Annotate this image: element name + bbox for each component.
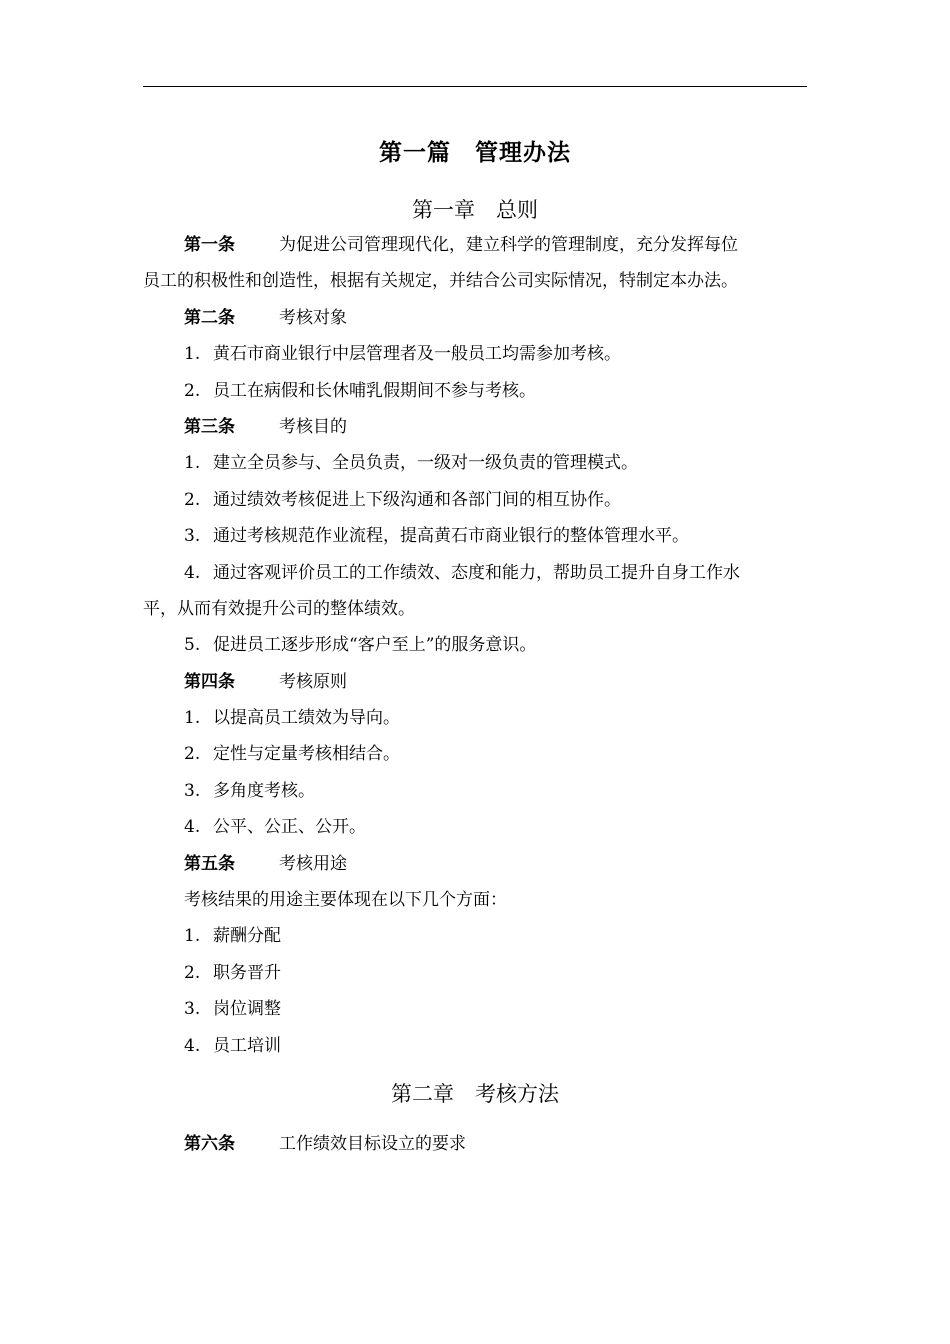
list-item-number: 4. [184, 817, 201, 838]
list-item-number: 2. [184, 962, 201, 983]
chapter-1-body [143, 227, 807, 1064]
article-6-title: 工作绩效目标设立的要求 [279, 1134, 466, 1154]
list-item-number: 1. [184, 708, 201, 729]
chapter-1-title: 第一章 总则 [412, 198, 538, 222]
list-item-text: 薪酬分配 [213, 926, 281, 947]
list-item [143, 773, 807, 809]
list-item [143, 736, 807, 772]
list-item-number: 2. [184, 380, 201, 401]
chapter-2-title: 第二章 考核方法 [391, 1082, 559, 1106]
article-1-continuation: 员工的积极性和创造性，根据有关规定，并结合公司实际情况，特制定本办法。 [143, 271, 738, 292]
list-item-text: 以提高员工绩效为导向。 [213, 708, 400, 729]
list-item-number: 2. [184, 744, 201, 765]
list-item-text: 通过客观评价员工的工作绩效、态度和能力，帮助员工提升自身工作水 [213, 562, 740, 583]
article-3-heading [143, 409, 807, 445]
article-2-title: 考核对象 [279, 307, 347, 328]
list-item-number: 3. [184, 999, 201, 1020]
list-item [143, 809, 807, 845]
list-item-number: 3. [184, 526, 201, 547]
list-item [143, 518, 807, 554]
list-item [143, 991, 807, 1027]
article-5-label: 第五条 [184, 853, 235, 874]
article-5-title: 考核用途 [279, 853, 347, 874]
article-6-label: 第六条 [184, 1134, 235, 1154]
list-item-text: 公平、公正、公开。 [213, 817, 366, 838]
article-2-heading [143, 300, 807, 336]
list-item-text: 定性与定量考核相结合。 [213, 744, 400, 765]
list-item-text: 职务晋升 [213, 962, 281, 983]
list-item-number: 1. [184, 453, 201, 474]
list-item [143, 918, 807, 954]
list-item [143, 445, 807, 481]
article-5-intro: 考核结果的用途主要体现在以下几个方面： [184, 890, 507, 911]
list-item [143, 373, 807, 409]
list-item [143, 482, 807, 518]
list-item-text: 黄石市商业银行中层管理者及一般员工均需参加考核。 [213, 344, 621, 365]
article-4-label: 第四条 [184, 671, 235, 692]
list-item-number: 3. [184, 780, 201, 801]
list-item-text: 通过绩效考核促进上下级沟通和各部门间的相互协作。 [213, 489, 621, 510]
list-item-number: 1. [184, 926, 201, 947]
article-5-heading [143, 846, 807, 882]
list-item-number: 2. [184, 489, 201, 510]
header-rule [143, 86, 807, 87]
list-item-number: 5. [184, 635, 201, 656]
list-item-text: 建立全员参与、全员负责，一级对一级负责的管理模式。 [213, 453, 638, 474]
chapter-2-body [143, 1126, 807, 1162]
list-item-continuation: 平，从而有效提升公司的整体绩效。 [143, 598, 415, 619]
list-item-text: 通过考核规范作业流程，提高黄石市商业银行的整体管理水平。 [213, 526, 689, 547]
list-item-number: 4. [184, 562, 201, 583]
list-item [143, 1028, 807, 1064]
article-1-text: 为促进公司管理现代化，建立科学的管理制度，充分发挥每位 [279, 235, 738, 255]
list-item [143, 336, 807, 372]
article-1 [143, 227, 807, 263]
list-item-text: 多角度考核。 [213, 780, 315, 801]
list-item [143, 555, 807, 591]
part-title: 第一篇 管理办法 [379, 139, 571, 166]
list-item [143, 700, 807, 736]
article-3-title: 考核目的 [279, 416, 347, 437]
article-6-heading [143, 1126, 807, 1162]
list-item-text: 促进员工逐步形成“客户至上”的服务意识。 [213, 635, 537, 656]
article-2-label: 第二条 [184, 307, 235, 328]
list-item-text: 员工培训 [213, 1035, 281, 1056]
article-4-title: 考核原则 [279, 671, 347, 692]
list-item-text: 岗位调整 [213, 999, 281, 1020]
article-3-label: 第三条 [184, 416, 235, 437]
list-item [143, 955, 807, 991]
article-1-label: 第一条 [184, 235, 235, 255]
list-item-text: 员工在病假和长休哺乳假期间不参与考核。 [213, 380, 536, 401]
list-item-number: 4. [184, 1035, 201, 1056]
list-item [143, 627, 807, 663]
article-4-heading [143, 664, 807, 700]
list-item-number: 1. [184, 344, 201, 365]
